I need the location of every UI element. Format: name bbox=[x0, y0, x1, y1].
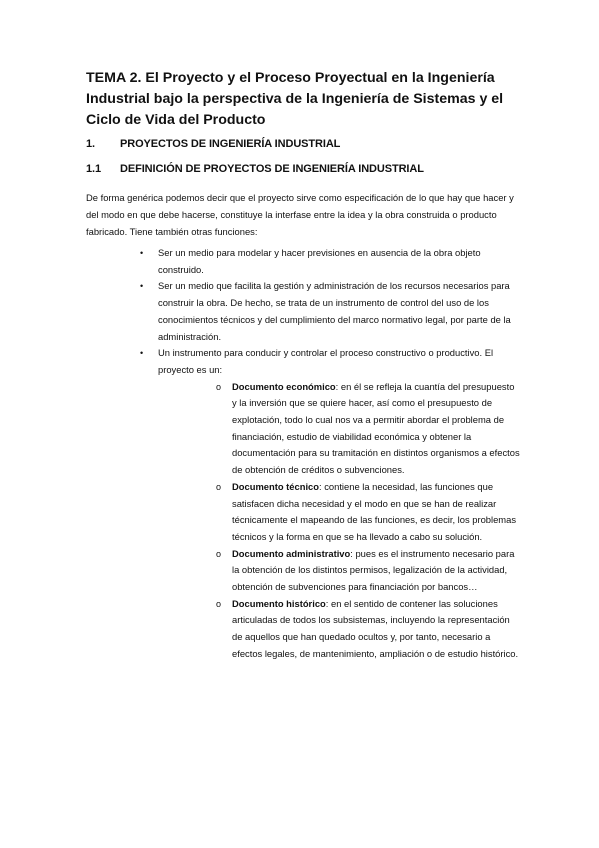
circle-bullet-icon: o bbox=[216, 548, 222, 559]
document-description: : en él se refleja la cuantía del presupuesto y la inversión que se quiere hacer, así como el presupuesto de explotación, todo lo cual nos va a permitir abordar el problema de financiación, estudio de viabilidad económica y obtener la documentación para su tramitación en distintos organismos a efectos de obtención de créditos o subvenciones. bbox=[232, 380, 520, 476]
section-number: 1. bbox=[86, 138, 95, 150]
document-term: Documento administrativo bbox=[232, 547, 351, 559]
sub-list-item bbox=[216, 379, 521, 479]
sub-list-item bbox=[216, 596, 521, 663]
document-description: : pues es el instrumento necesario para la obtención de los distintos permisos, legalización de la actividad, obtención de subvenciones para financiación por bancos… bbox=[232, 547, 515, 593]
bullet-icon: • bbox=[140, 281, 144, 292]
section-heading-1 bbox=[86, 138, 340, 150]
circle-bullet-icon: o bbox=[216, 598, 222, 609]
section-heading-1-1 bbox=[86, 163, 424, 175]
document-description: : en el sentido de contener las soluciones articuladas de todos los subsistemas, incluyendo la representación de aquellos que han quedado ocultos y, por tanto, necesario a efectos legales, de mantenimiento, ampliación o de estudio histórico. bbox=[232, 597, 519, 659]
list-item bbox=[140, 245, 520, 278]
bullet-icon: • bbox=[140, 348, 144, 359]
intro-paragraph: De forma genérica podemos decir que el proyecto sirve como especificación de lo que hay que hacer y del modo en que debe hacerse, constituye la interfase entre la idea y la obra construida o producto fabricado. Tiene también otras funciones: bbox=[86, 192, 514, 237]
list-item bbox=[140, 278, 520, 345]
section-label: PROYECTOS DE INGENIERÍA INDUSTRIAL bbox=[120, 138, 341, 150]
list-item-text: Ser un medio para modelar y hacer previsiones en ausencia de la obra objeto construido. bbox=[158, 247, 481, 275]
document-term: Documento histórico bbox=[232, 597, 326, 609]
document-description: : contiene la necesidad, las funciones que satisfacen dicha necesidad y el modo en que se han de realizar técnicamente el mapeando de las funciones, es decir, los problemas técnicos y la forma en que se ha llevado a cabo su solución. bbox=[232, 480, 517, 542]
bullet-icon: • bbox=[140, 248, 144, 258]
circle-bullet-icon: o bbox=[216, 381, 222, 392]
document-term: Documento económico bbox=[232, 380, 336, 392]
sub-list-item bbox=[216, 479, 521, 546]
document-term: Documento técnico bbox=[232, 480, 319, 492]
page-title: TEMA 2. El Proyecto y el Proceso Proyectual en la Ingeniería Industrial bajo la perspectiva de la Ingeniería de Sistemas y el Ciclo de Vida del Producto bbox=[86, 70, 504, 128]
sub-list-item bbox=[216, 546, 521, 596]
section-label: DEFINICIÓN DE PROYECTOS DE INGENIERÍA INDUSTRIAL bbox=[120, 163, 424, 175]
documents-list bbox=[216, 379, 521, 663]
list-item-text: Ser un medio que facilita la gestión y administración de los recursos necesarios para construir la obra. De hecho, se trata de un instrumento de control del uso de los conocimientos técnicos y del cumplimiento del marco normativo legal, por parte de la administración. bbox=[158, 280, 511, 342]
section-number: 1.1 bbox=[86, 163, 101, 175]
list-item-text: Un instrumento para conducir y controlar el proceso constructivo o productivo. El proyecto es un: bbox=[158, 347, 494, 375]
circle-bullet-icon: o bbox=[216, 481, 222, 492]
list-item bbox=[140, 345, 520, 662]
functions-list bbox=[140, 245, 520, 663]
